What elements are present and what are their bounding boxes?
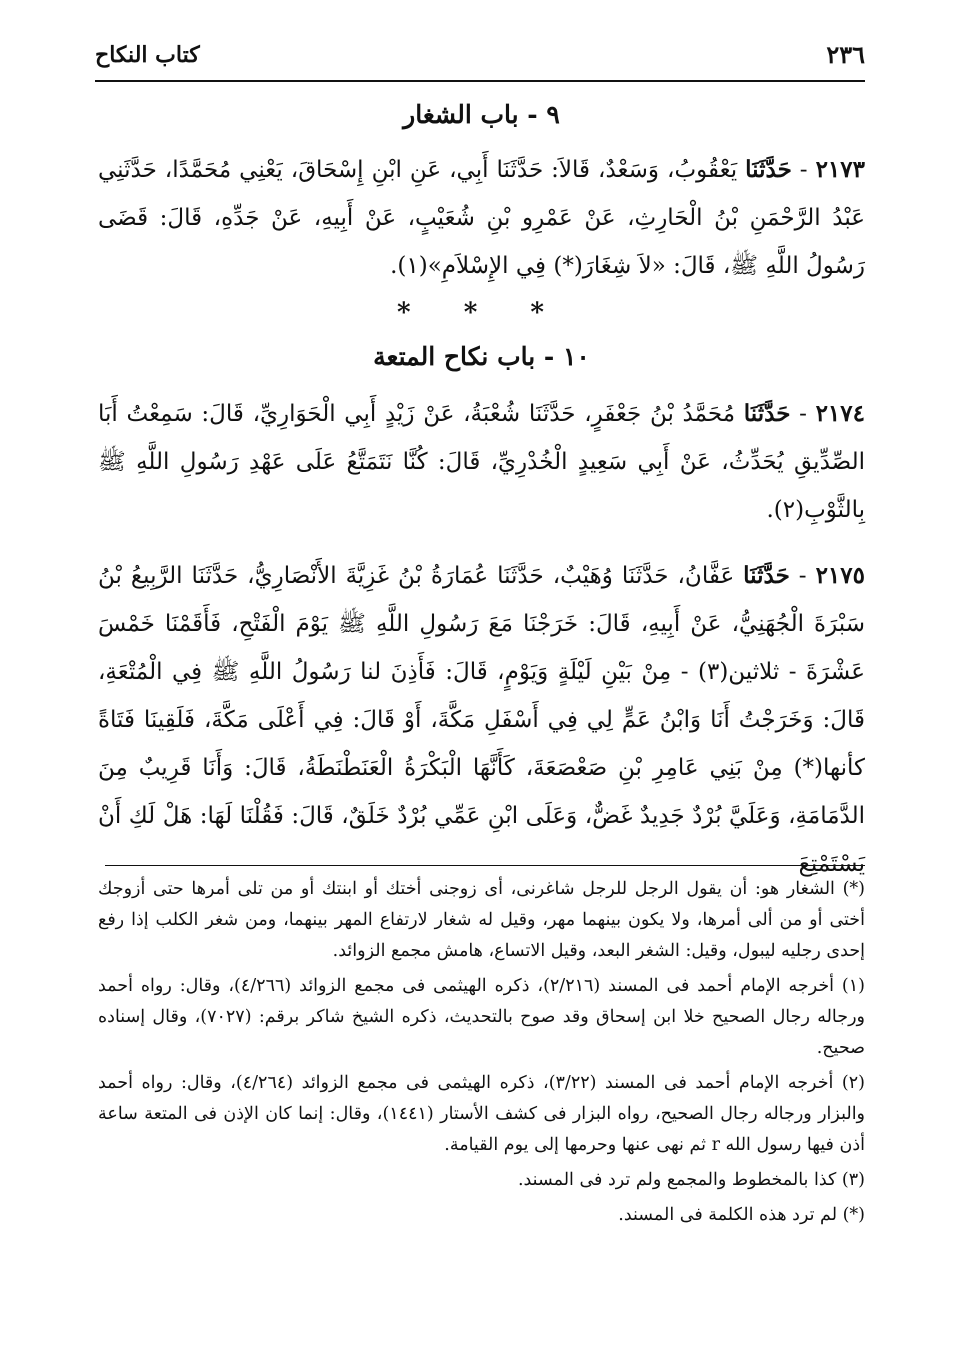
footnotes <box>98 874 865 1235</box>
footnote-1: (١) أخرجه الإمام أحمد فى المسند (٢/٢١٦)، ذكره الهيثمى فى مجمع الزوائد (٤/٢٦٦)، وقال: رواه أحمد ورجاله رجال الصحيح خلا ابن إسحاق وقد صوح بالتحديث، ذكره الشيخ شاكر برقم: (٧٠٢٧)، وقال إسناده صحيح. <box>98 976 865 1058</box>
hadith-number: ٢١٧٥ <box>815 562 865 589</box>
hadith-opening: حَدَّثَنَا <box>743 562 790 589</box>
main-text <box>98 94 865 888</box>
chapter-heading-shighar: ٩ - باب الشغار <box>403 100 560 129</box>
hadith-opening: حَدَّثَنَا <box>743 400 791 427</box>
hadith-dash: - <box>791 157 816 183</box>
hadith-opening: حَدَّثَنَا <box>745 156 792 183</box>
hadith-2174 <box>98 390 865 534</box>
footnote-word-note: (*) لم ترد هذه الكلمة فى المسند. <box>618 1205 865 1225</box>
hadith-2175 <box>98 552 865 888</box>
chapter-heading-mutah: ١٠ - باب نكاح المتعة <box>373 342 590 371</box>
hadith-number: ٢١٧٤ <box>815 400 865 427</box>
footnote-3: (٣) كذا بالمخطوط والمجمع ولم ترد فى المسند. <box>517 1170 865 1190</box>
footnote-2: (٢) أخرجه الإمام أحمد فى المسند (٣/٢٢)، ذكره الهيثمى فى مجمع الزوائد (٤/٢٦٤)، وقال: رواه أحمد والبزار ورجاله رجال الصحيح، رواه البزار فى كشف الأستار (١٤٤١)، وقال: إنما كان الإذن فى المتعة ساعة أذن فيها رسول الله r ثم نهى عنها وحرمها إلى يوم القيامة. <box>98 1073 866 1155</box>
hadith-number: ٢١٧٣ <box>815 156 865 183</box>
page-number: ٢٣٦ <box>826 40 865 69</box>
hadith-text: عَفَّانُ، حَدَّثَنَا وُهَيْبٌ، حَدَّثَنَا عُمَارَةُ بْنُ غَزِيَّةَ الأَنْصَارِيُّ، حَدَّثَنَا الرَّبِيعُ بْنُ سَبْرَةَ الْجُهَنِيُّ، عَنْ أَبِيهِ، قَالَ: خَرَجْنَا مَعَ رَسُولِ اللَّهِ ﷺ يَوْمَ الْفَتْحِ، فَأَقَمْنَا خَمْسَ عَشْرَةَ - ثلاثين(٣) - مِنْ بَيْنِ لَيْلَةٍ وَيَوْمٍ، قَالَ: فَأَذِنَ لنا رَسُولُ اللَّهِ ﷺ فِي الْمُتْعَةِ، قَالَ: وَخَرَجْتُ أَنَا وَابْنُ عَمٍّ لِي فِي أَسْفَلِ مَكَّةَ، أَوْ قَالَ: فِي أَعْلَى مَكَّةَ، فَلَقِينَا فَتَاةً كأنها(*) مِنْ بَنِي عَامِرِ بْنِ صَعْصَعَةَ، كَأَنَّهَا الْبَكْرَةُ الْعَنَطْنَطَةُ، قَالَ: وَأَنَا قَرِيبٌ مِنَ الدَّمَامَةِ، وَعَلَيَّ بُرْدٌ جَدِيدٌ غَضٌّ، وَعَلَى ابْنِ عَمِّي بُرْدٌ خَلَقٌ، قَالَ: فَقُلْنَا لَهَا: هَلْ لَكِ أَنْ يَسْتَمْتِعَ <box>98 563 865 877</box>
hadith-text: يَعْقُوبُ، وَسَعْدٌ، قَالاَ: حَدَّثَنَا أَبِي، عَنِ ابْنِ إِسْحَاقَ، يَعْنِي مُحَمَّدًا، حَدَّثَنِي عَبْدُ الرَّحْمَنِ بْنُ الْحَارِثِ، عَنْ عَمْرِو بْنِ شُعَيْبٍ، عَنْ أَبِيهِ، عَنْ جَدِّهِ، قَالَ: قَضَى رَسُولُ اللَّهِ ﷺ، قَالَ: «لاَ شِغَارَ(*) فِي الإِسْلاَمِ»(١). <box>98 157 865 279</box>
book-title: كتاب النكاح <box>95 42 200 68</box>
hadith-text: مُحَمَّدُ بْنُ جَعْفَرٍ، حَدَّثَنَا شُعْبَةُ، عَنْ زَيْدٍ أَبِي الْحَوَارِيِّ، قَالَ: سَمِعْتُ أَبَا الصِّدِّيقِ يُحَدِّثُ، عَنْ أَبِي سَعِيدٍ الْخُدْرِيِّ، قَالَ: كُنَّا نَتَمَتَّعُ عَلَى عَهْدِ رَسُولِ اللَّهِ ﷺ بِالثَّوْبِ(٢). <box>98 401 865 523</box>
header-rule <box>95 80 865 82</box>
running-header <box>95 38 865 74</box>
hadith-2173 <box>98 146 865 290</box>
hadith-dash: - <box>790 401 816 427</box>
hadith-dash: - <box>789 563 816 589</box>
footnote-shighar-definition: (*) الشغار هو: أن يقول الرجل للرجل شاغرنى، أى زوجنى أختك أو ابنتك أو من تلى أمرها حتى أزوجك أختى أو من ألى أمرها، ولا يكون بينهما مهر، وقيل له شغار لارتفاع المهر بينهما، ومن شغر الكلب إذا رفع إحدى رجليه ليبول، وقيل: الشغر البعد، وقيل الاتساع، هامش مجمع الزوائد. <box>98 879 865 961</box>
footnote-rule <box>105 865 865 866</box>
section-separator: * * * <box>397 298 566 328</box>
